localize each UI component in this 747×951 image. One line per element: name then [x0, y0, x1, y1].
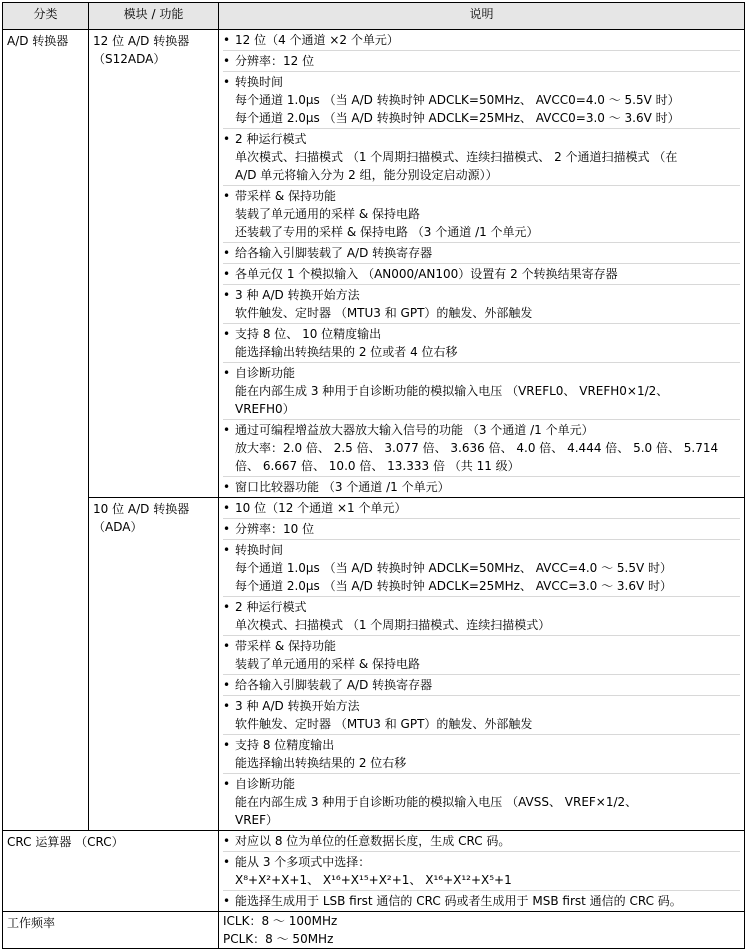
item-detail: 单次模式、扫描模式 （1 个周期扫描模式、连续扫描模式、 2 个通道扫描模式 （在: [235, 150, 678, 164]
description-cell: [219, 831, 745, 912]
item-title: 10 位（12 个通道 ×1 个单元）: [235, 501, 407, 515]
list-item: [223, 695, 740, 734]
bullet-icon: •: [223, 522, 231, 536]
bullet-icon: •: [223, 501, 231, 515]
bullet-icon: •: [223, 738, 231, 752]
header-row: [3, 3, 745, 30]
description-cell: [219, 498, 745, 831]
module-name: 12 位 A/D 转换器: [93, 34, 190, 48]
item-detail: 每个通道 2.0μs （当 A/D 转换时钟 ADCLK=25MHz、 AVCC0=3.0 ～ 3.6V 时）: [235, 111, 680, 125]
list-item: [223, 890, 740, 911]
bullet-icon: •: [223, 75, 231, 89]
list-item: [223, 539, 740, 596]
list-item: [223, 734, 740, 773]
item-detail: VREFH0）: [235, 402, 295, 416]
list-item: [223, 128, 740, 185]
item-title: 转换时间: [235, 75, 284, 89]
bullet-icon: •: [223, 327, 231, 341]
bullet-icon: •: [223, 855, 231, 869]
item-detail: 装载了单元通用的采样 & 保持电路: [235, 657, 420, 671]
item-title: 支持 8 位、 10 位精度输出: [235, 327, 382, 341]
item-detail: 每个通道 2.0μs （当 A/D 转换时钟 ADCLK=25MHz、 AVCC=3.0 ～ 3.6V 时）: [235, 579, 673, 593]
bullet-icon: •: [223, 543, 231, 557]
item-title: 2 种运行模式: [235, 132, 307, 146]
module-cell: [89, 498, 219, 831]
list-item: [223, 419, 740, 476]
table-row: [3, 912, 745, 949]
item-detail: A/D 单元将输入分为 2 组，能分别设定启动源））: [235, 168, 498, 182]
list-item: [223, 284, 740, 323]
bullet-icon: •: [223, 777, 231, 791]
list-item: [223, 185, 740, 242]
item-title: 带采样 & 保持功能: [235, 189, 336, 203]
table-row: [3, 831, 745, 912]
item-title: 自诊断功能: [235, 777, 296, 791]
list-item: [223, 323, 740, 362]
item-title: 对应以 8 位为单位的任意数据长度，生成 CRC 码。: [235, 834, 511, 848]
list-item: [223, 498, 740, 518]
bullet-icon: •: [223, 894, 231, 908]
item-detail: 能选择输出转换结果的 2 位右移: [235, 756, 407, 770]
item-title: 2 种运行模式: [235, 600, 307, 614]
table-row: [3, 30, 745, 498]
bullet-icon: •: [223, 699, 231, 713]
bullet-icon: •: [223, 480, 231, 494]
list-item: [223, 71, 740, 128]
list-item: [223, 362, 740, 419]
bullet-icon: •: [223, 189, 231, 203]
item-title: 分辨率：12 位: [235, 54, 315, 68]
item-detail: 能在内部生成 3 种用于自诊断功能的模拟输入电压 （VREFL0、 VREFH0×1/2、: [235, 384, 669, 398]
item-detail: 放大率：2.0 倍、 2.5 倍、 3.077 倍、 3.636 倍、 4.0 倍、 4.444 倍、 5.0 倍、 5.714: [235, 441, 719, 455]
bullet-icon: •: [223, 267, 231, 281]
bullet-icon: •: [223, 600, 231, 614]
list-item: [223, 476, 740, 497]
item-title: 给各输入引脚装载了 A/D 转换寄存器: [235, 246, 433, 260]
bullet-icon: •: [223, 678, 231, 692]
list-item: [223, 773, 740, 830]
list-item: [223, 851, 740, 890]
item-detail: 软件触发、定时器 （MTU3 和 GPT）的触发、外部触发: [235, 306, 533, 320]
description-cell: [219, 30, 745, 498]
bullet-icon: •: [223, 639, 231, 653]
category-cell: 工作频率: [3, 912, 219, 949]
module-name: 10 位 A/D 转换器: [93, 502, 190, 516]
item-detail: 能在内部生成 3 种用于自诊断功能的模拟输入电压 （AVSS、 VREF×1/2、: [235, 795, 638, 809]
item-title: 3 种 A/D 转换开始方法: [235, 699, 360, 713]
list-item: [223, 242, 740, 263]
item-title: 能选择生成用于 LSB first 通信的 CRC 码或者生成用于 MSB first 通信的 CRC 码。: [235, 894, 682, 908]
list-item: [223, 831, 740, 851]
list-item: [223, 596, 740, 635]
bullet-icon: •: [223, 33, 231, 47]
bullet-icon: •: [223, 54, 231, 68]
list-item: [223, 674, 740, 695]
item-detail: 单次模式、扫描模式 （1 个周期扫描模式、连续扫描模式）: [235, 618, 551, 632]
item-title: 3 种 A/D 转换开始方法: [235, 288, 360, 302]
bullet-icon: •: [223, 423, 231, 437]
list-item: [223, 518, 740, 539]
item-title: 12 位（4 个通道 ×2 个单元）: [235, 33, 399, 47]
spec-table: [2, 2, 745, 949]
description-cell: [219, 912, 745, 949]
header-module: 模块 / 功能: [89, 3, 219, 30]
frequency-line: PCLK：8 ～ 50MHz: [223, 932, 334, 946]
header-description: 说明: [219, 3, 745, 30]
item-detail: 还装载了专用的采样 & 保持电路 （3 个通道 /1 个单元）: [235, 225, 539, 239]
category-cell: A/D 转换器: [3, 30, 89, 831]
item-detail: VREF）: [235, 813, 279, 827]
list-item: [223, 50, 740, 71]
item-detail: 每个通道 1.0μs （当 A/D 转换时钟 ADCLK=50MHz、 AVCC=4.0 ～ 5.5V 时）: [235, 561, 673, 575]
item-detail: 装载了单元通用的采样 & 保持电路: [235, 207, 420, 221]
item-detail: 能选择输出转换结果的 2 位或者 4 位右移: [235, 345, 458, 359]
bullet-icon: •: [223, 132, 231, 146]
list-item: [223, 635, 740, 674]
frequency-line: ICLK：8 ～ 100MHz: [223, 914, 338, 928]
list-item: [223, 30, 740, 50]
item-title: 带采样 & 保持功能: [235, 639, 336, 653]
table-row: [3, 498, 745, 831]
list-item: [223, 263, 740, 284]
category-cell: CRC 运算器 （CRC）: [3, 831, 219, 912]
item-title: 能从 3 个多项式中选择：: [235, 855, 371, 869]
item-title: 给各输入引脚装载了 A/D 转换寄存器: [235, 678, 433, 692]
header-category: 分类: [3, 3, 89, 30]
item-detail: 倍、 6.667 倍、 10.0 倍、 13.333 倍 （共 11 级）: [235, 459, 520, 473]
bullet-icon: •: [223, 366, 231, 380]
module-code: （S12ADA）: [93, 52, 166, 66]
item-title: 自诊断功能: [235, 366, 296, 380]
item-title: 通过可编程增益放大器放大输入信号的功能 （3 个通道 /1 个单元）: [235, 423, 594, 437]
item-title: 窗口比较器功能 （3 个通道 /1 个单元）: [235, 480, 450, 494]
item-title: 分辨率：10 位: [235, 522, 315, 536]
item-detail: 每个通道 1.0μs （当 A/D 转换时钟 ADCLK=50MHz、 AVCC0=4.0 ～ 5.5V 时）: [235, 93, 680, 107]
item-title: 转换时间: [235, 543, 284, 557]
bullet-icon: •: [223, 246, 231, 260]
bullet-icon: •: [223, 288, 231, 302]
module-cell: [89, 30, 219, 498]
bullet-icon: •: [223, 834, 231, 848]
item-detail: 软件触发、定时器 （MTU3 和 GPT）的触发、外部触发: [235, 717, 533, 731]
item-title: 各单元仅 1 个模拟输入 （AN000/AN100）设置有 2 个转换结果寄存器: [235, 267, 618, 281]
polynomial-list: X⁸+X²+X+1、 X¹⁶+X¹⁵+X²+1、 X¹⁶+X¹²+X⁵+1: [235, 873, 512, 887]
module-code: （ADA）: [93, 520, 143, 534]
item-title: 支持 8 位精度输出: [235, 738, 335, 752]
